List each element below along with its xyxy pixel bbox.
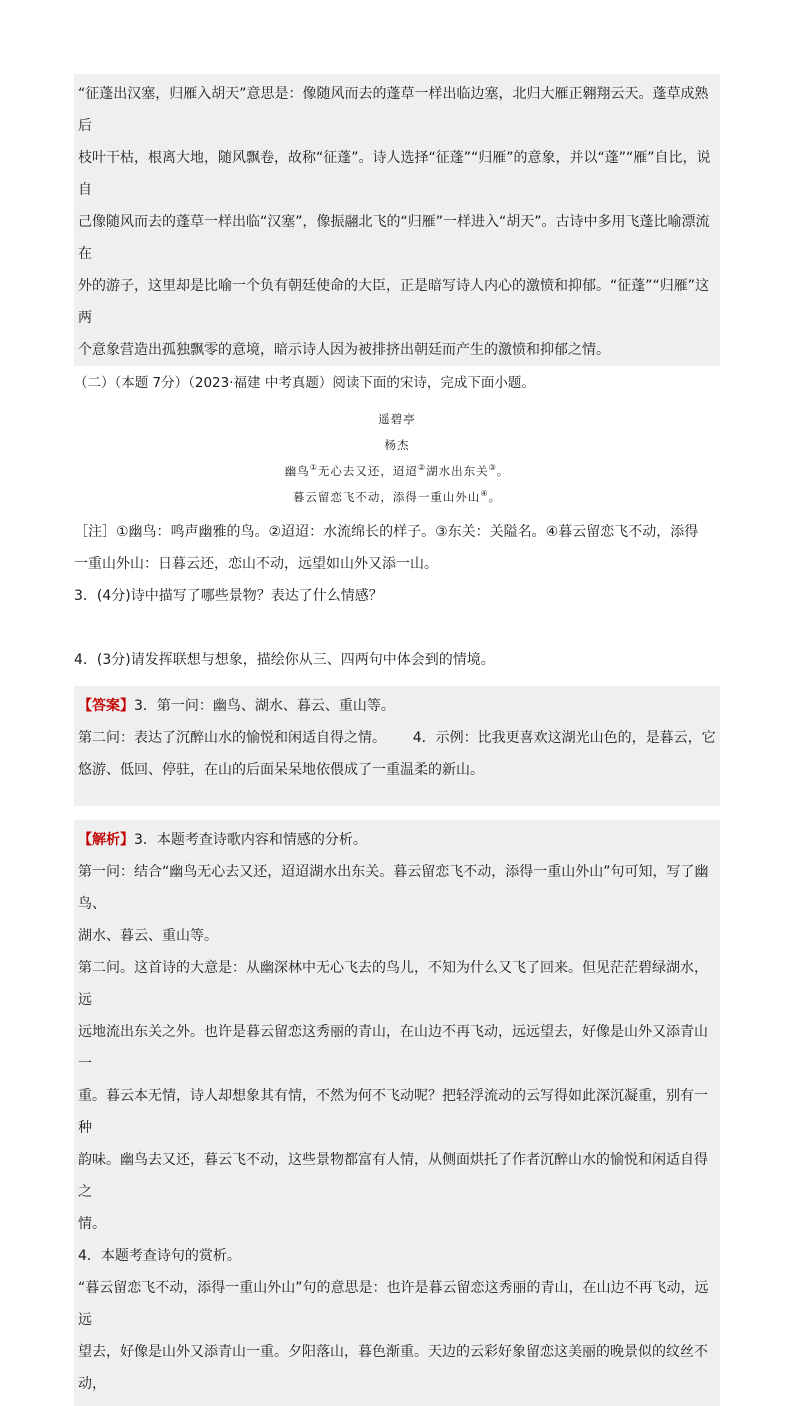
footnote-mark: ③: [488, 463, 497, 473]
intro-line: 枝叶干枯，根离大地，随风飘卷，故称“征蓬”。诗人选择“征蓬”“归雁”的意象，并以“蓬”“雁”自比，说自: [78, 150, 711, 198]
analysis-text: 3．本题考查诗歌内容和情感的分析。: [134, 832, 367, 848]
note-line: 一重山外山：日暮云还，恋山不动，远望如山外又添一山。: [74, 556, 438, 572]
analysis-line: 4．本题考查诗句的赏析。: [78, 1248, 241, 1264]
question-header: （二）（本题 7分）（2023·福建 中考真题）阅读下面的宋诗，完成下面小题。: [74, 375, 535, 391]
poem-text: 无心去又还，迢迢: [317, 464, 418, 478]
note-line: ［注］①幽鸟：鸣声幽雅的鸟。②迢迢：水流绵长的样子。③东关：关隘名。④暮云留恋飞不动，添得: [74, 524, 699, 540]
answer-text: 3．第一问：幽鸟、湖水、暮云、重山等。: [134, 698, 395, 714]
analysis-line: 韵味。幽鸟去又还，暮云飞不动，这些景物都富有人情，从侧面烘托了作者沉醉山水的愉悦和闲适自得之: [78, 1152, 708, 1200]
analysis-line: 湖水、暮云、重山等。: [78, 928, 218, 944]
analysis-block: [74, 820, 720, 1406]
poem-line-1: [74, 458, 720, 484]
analysis-line: [78, 824, 716, 856]
footnote-mark: ②: [417, 463, 427, 473]
analysis-line: 远地流出东关之外。也许是暮云留恋这秀丽的青山，在山边不再飞动，远远望去，好像是山外又添青山一: [78, 1024, 708, 1072]
poem-text: 。: [496, 464, 510, 478]
intro-line: 外的游子，这里却是比喻一个负有朝廷使命的大臣，正是暗写诗人内心的激愤和抑郁。“征蓬”“归雁”这两: [78, 278, 710, 326]
analysis-label: 【解析】: [78, 832, 134, 848]
analysis-line: 第二问。这首诗的大意是：从幽深林中无心飞去的鸟儿，不知为什么又飞了回来。但见茫茫碧绿湖水，远: [78, 960, 708, 1008]
question-4: 4．(3分)请发挥联想与想象，描绘你从三、四两句中体会到的情境。: [74, 652, 495, 668]
intro-analysis-block: [74, 74, 720, 366]
answer-line: 悠游、低回、停驻，在山的后面呆呆地依偎成了一重温柔的新山。: [78, 762, 484, 778]
poem-text: 。: [488, 490, 502, 504]
intro-line: “征蓬出汉塞，归雁入胡天”意思是：像随风而去的蓬草一样出临边塞，北归大雁正翱翔云天。蓬草成熟后: [78, 86, 709, 134]
analysis-line: 第一问：结合“幽鸟无心去又还，迢迢湖水出东关。暮云留恋飞不动，添得一重山外山”句可知，写了幽鸟、: [78, 864, 709, 912]
spacer: [78, 786, 716, 800]
poem-text: 湖水出东关: [426, 464, 489, 478]
analysis-line: 望去，好像是山外又添青山一重。夕阳落山，暮色渐重。天边的云彩好象留恋这美丽的晚景似的纹丝不动，: [78, 1344, 708, 1392]
answer-line: 第二问：表达了沉醉山水的愉悦和闲适自得之情。 4．示例：比我更喜欢这湖光山色的，是暮云，它: [78, 730, 716, 746]
poem-text: 幽鸟: [284, 464, 310, 478]
question-3: 3．(4分)诗中描写了哪些景物？表达了什么情感？: [74, 588, 383, 604]
poem-title: 遥碧亭: [378, 412, 416, 426]
poem: [74, 406, 720, 510]
footnote-mark: ①: [309, 463, 318, 473]
analysis-line: “暮云留恋飞不动，添得一重山外山”句的意思是：也许是暮云留恋这秀丽的青山，在山边不再飞动，远远: [78, 1280, 709, 1328]
poem-text: 暮云留恋飞不动，添得一重山外山: [292, 490, 481, 504]
poem-notes: [74, 516, 720, 580]
answer-line: [78, 690, 716, 722]
poem-line-2: [74, 484, 720, 510]
answer-label: 【答案】: [78, 698, 134, 714]
footnote-mark: ④: [480, 489, 489, 499]
poem-author: 杨杰: [384, 438, 410, 452]
answer-space: [74, 612, 720, 644]
intro-line: 己像随风而去的蓬草一样出临“汉塞”，像振翮北飞的“归雁”一样进入“胡天”。古诗中多用飞蓬比喻漂流在: [78, 214, 710, 262]
answer-block: [74, 686, 720, 806]
analysis-line: 情。: [78, 1216, 106, 1232]
analysis-line: 重。暮云本无情，诗人却想象其有情，不然为何不飞动呢？把轻浮流动的云写得如此深沉凝重，别有一种: [78, 1088, 708, 1136]
intro-line: 个意象营造出孤独飘零的意境，暗示诗人因为被排挤出朝廷而产生的激愤和抑郁之情。: [78, 342, 610, 358]
document-page: [74, 74, 720, 1406]
